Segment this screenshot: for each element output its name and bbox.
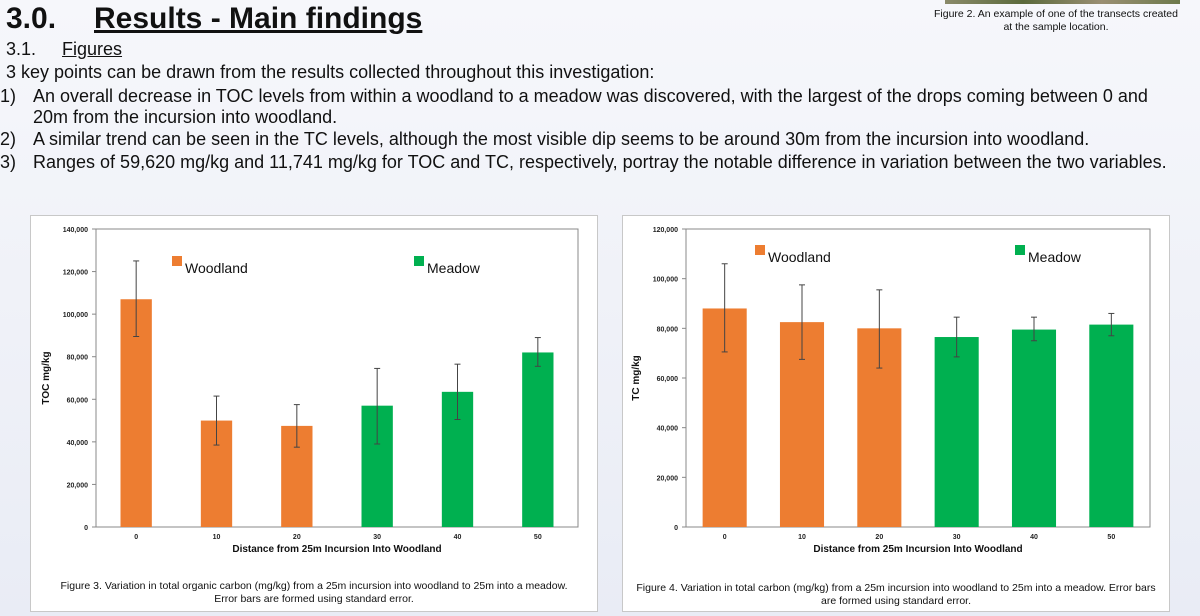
x-tick-label: 40 [453, 534, 462, 541]
y-tick-label: 40,000 [656, 425, 678, 433]
legend-label-meadow: Meadow [427, 260, 480, 276]
x-tick-label: 10 [212, 534, 221, 541]
plot-area [96, 229, 578, 527]
key-point-text: Ranges of 59,620 mg/kg and 11,741 mg/kg for TOC and TC, respectively, portray the notable difference in variation between the two variables. [33, 152, 1167, 172]
toc-bar-chart [31, 216, 597, 566]
y-axis-title: TOC mg/kg [41, 351, 52, 405]
x-tick-label: 30 [373, 534, 382, 541]
x-axis-title: Distance from 25m Incursion Into Woodland [813, 544, 1023, 555]
y-tick-label: 0 [84, 525, 88, 532]
key-point-number: 3) [0, 152, 17, 172]
y-tick-label: 120,000 [652, 227, 678, 234]
intro-text: 3 key points can be drawn from the results collected throughout this investigation: [6, 62, 655, 82]
subsection-heading [6, 39, 122, 60]
legend-label-meadow: Meadow [1028, 249, 1081, 265]
y-tick-label: 100,000 [62, 312, 88, 320]
photo-caption: Figure 2. An example of one of the transects created at the sample location. [934, 8, 1178, 33]
subsection-number: 3.1. [6, 39, 37, 59]
section-heading [6, 2, 422, 36]
x-tick-label: 50 [533, 534, 542, 541]
figure-4-caption: Figure 4. Variation in total carbon (mg/kg) from a 25m incursion into woodland to 25m into a meadow. Error bars are formed using standard error. [636, 582, 1156, 607]
subsection-title: Figures [62, 39, 123, 59]
plot-area [686, 229, 1150, 527]
legend-swatch-meadow [1015, 245, 1025, 255]
key-point [0, 129, 1190, 151]
legend-swatch-meadow [414, 256, 424, 266]
x-tick-label: 20 [875, 534, 884, 541]
y-axis-title: TC mg/kg [631, 355, 642, 401]
legend-label-woodland: Woodland [185, 260, 248, 276]
toc-figure-panel [30, 215, 598, 612]
x-tick-label: 30 [952, 534, 961, 541]
tc-bar-chart [623, 216, 1169, 566]
y-tick-label: 60,000 [656, 376, 678, 383]
y-tick-label: 80,000 [66, 354, 88, 362]
x-tick-label: 40 [1030, 534, 1038, 541]
key-point-number: 1) [0, 86, 17, 106]
key-point-text: A similar trend can be seen in the TC levels, although the most visible dip seems to be around 30m from the incursion into woodland. [33, 129, 1090, 149]
y-tick-label: 40,000 [66, 439, 88, 447]
key-point [0, 152, 1190, 196]
y-tick-label: 120,000 [62, 269, 88, 277]
transect-photo [945, 0, 1180, 4]
section-title: Results - Main findings [94, 2, 423, 35]
key-point [0, 86, 1190, 130]
legend-swatch-woodland [172, 256, 182, 266]
y-tick-label: 140,000 [62, 227, 88, 234]
bar [935, 337, 979, 527]
bar [1089, 325, 1133, 527]
x-tick-label: 20 [292, 534, 301, 541]
figure-3-caption: Figure 3. Variation in total organic carbon (mg/kg) from a 25m incursion into woodland to 25m into a meadow. Error bars are formed using standard error. [60, 580, 568, 605]
x-tick-label: 0 [134, 534, 139, 541]
bar [1012, 330, 1056, 527]
legend-swatch-woodland [755, 245, 765, 255]
tc-figure-panel [622, 215, 1170, 612]
x-tick-label: 10 [798, 534, 806, 541]
bar [522, 352, 553, 527]
y-tick-label: 100,000 [652, 276, 678, 284]
x-tick-label: 50 [1107, 534, 1116, 541]
y-tick-label: 20,000 [656, 475, 678, 483]
x-axis-title: Distance from 25m Incursion Into Woodland [232, 544, 442, 555]
y-tick-label: 20,000 [66, 482, 88, 490]
key-point-text: An overall decrease in TOC levels from within a woodland to a meadow was discovered, with the largest of the drops coming between 0 and 20m from the incursion into woodland. [33, 86, 1148, 127]
y-tick-label: 60,000 [66, 397, 88, 405]
section-number: 3.0. [6, 2, 57, 35]
y-tick-label: 80,000 [656, 326, 678, 334]
x-tick-label: 0 [722, 534, 727, 541]
legend-label-woodland: Woodland [768, 249, 831, 265]
key-point-number: 2) [0, 129, 17, 149]
y-tick-label: 0 [674, 525, 678, 532]
